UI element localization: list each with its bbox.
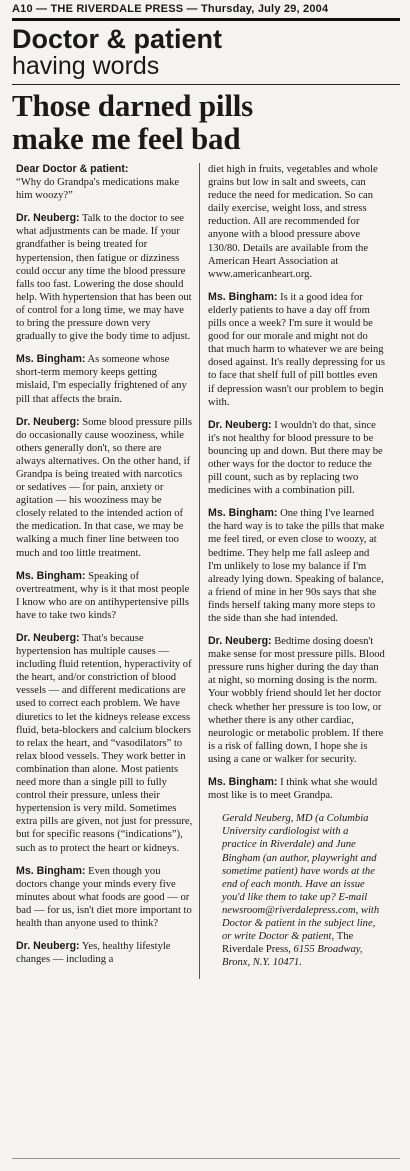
dialogue-paragraph (16, 570, 193, 622)
dialogue-paragraph (16, 416, 193, 560)
dialogue-paragraph (208, 635, 385, 766)
article-headline (12, 89, 400, 155)
paragraph-text: diet high in fruits, vegetables and whole grains but low in salt and sweets, can reduce the need for medication. So can daily exercise, weight loss, and stress reduction. All are recommended for anyone with a blood pressure above 130/80. Details are available from the American Heart Association at www.americanheart.org. (208, 164, 378, 280)
speaker-name: Dr. Neuberg: (16, 415, 80, 428)
dialogue-paragraph (16, 163, 193, 202)
paragraph-text: Even though you doctors change your minds every five minutes about what foods are good — or bad — for us, isn't diet more important to health than anyone used to think? (16, 865, 192, 929)
speaker-name: Dr. Neuberg: (16, 940, 80, 953)
speaker-name: Ms. Bingham: (16, 569, 86, 582)
paragraph-text: Some blood pressure pills do occasionally cause wooziness, while others generally don't, so there are always alternatives. On the other hand, if Grandpa is being treated with narcotics or sedatives — for pain, anxiety or agitation — his wooziness may be closely related to the intended action of the medication. In that case, we may be walking a much finer line between too much and too little treatment. (16, 416, 192, 559)
folio-separator: — (186, 3, 202, 15)
bottom-rule (12, 1158, 400, 1159)
paragraph-text: “Why do Grandpa's medications make him woozy?” (16, 177, 180, 202)
paragraph-text: That's because hypertension has multiple causes — including fluid retention, hyperactivity of the heart, and/or constriction of blood vessels — and different medications are used to correct each problem. We have diuretics to let the kidneys release excess fluid, beta-blockers and calcium blockers to relax the heart, and “vasodilators” to relax blood vessels. They work better in combination than alone. Most patients need more than a single pill to fully control their pressure, unless their hypertension is very mild. Sometimes extra pills are given, not just for pressure, but for specific reasons (“indications”), such as to protect the heart or kidneys. (16, 633, 193, 854)
paragraph-text: Talk to the doctor to see what adjustments can be made. If your grandfather is being treated for hypertension, then fatigue or dizziness could occur any time the blood pressure falls too fast. Lowering the dose should help. With hypertension that has been out of control for a long time, we may have to bring the pressure down very gradually to give the body time to adjust. (16, 213, 192, 343)
author-signature (208, 812, 385, 969)
article-body (12, 163, 400, 979)
folio-publication: THE RIVERDALE PRESS (50, 3, 184, 15)
dialogue-paragraph (208, 291, 385, 409)
column-subtitle: having words (12, 52, 160, 80)
paragraph-text: One thing I've learned the hard way is to take the pills that make me feel tired, or even close to woozy, at bedtime. They help me fall asleep and I'm unlikely to lose my balance if I'm already lying down. Speaking of balance, a friend of mine in her 90s says that she finds herself taking many more steps to the side than she had intended. (208, 508, 385, 624)
folio-date: Thursday, July 29, 2004 (201, 3, 329, 15)
paragraph-text: Is it a good idea for elderly patients to have a day off from pills once a week? I'm sure it would be good for our morale and might not do that much harm to whatever we are being dosed against. It's really depressing for us to face that shelf full of pill bottles even if depression wasn't our problem to begin with. (208, 291, 385, 408)
speaker-name: Ms. Bingham: (16, 864, 86, 877)
left-column (12, 163, 193, 979)
headline-line-2: make me feel bad (12, 121, 241, 156)
speaker-name: Dr. Neuberg: (208, 635, 272, 648)
header-rule (12, 84, 400, 85)
dialogue-paragraph (16, 865, 193, 930)
dialogue-paragraph (208, 163, 385, 281)
speaker-name: Dear Doctor & patient: (16, 163, 129, 175)
headline-line-1: Those darned pills (12, 88, 254, 123)
signature-bio: Gerald Neuberg, MD (a Columbia University cardiologist with a practice in Riverdale) and June Bingham (an author, playwright and sometime patient) have words at the end of each month. Have an issue you'd like them to take up? E-mail newsroom@riverdalepress.com, with Doctor & patient in the subject line, or write Doctor & patient, (222, 813, 380, 943)
dialogue-paragraph (16, 212, 193, 343)
right-column (204, 163, 385, 979)
column-divider (199, 163, 200, 979)
speaker-name: Dr. Neuberg: (16, 212, 80, 225)
folio-separator: — (36, 3, 51, 15)
speaker-name: Ms. Bingham: (208, 776, 278, 789)
paragraph-text: Bedtime dosing doesn't make sense for most pressure pills. Blood pressure runs higher during the day than at night, so morning dosing is the norm. Your wobbly friend should let her doctor check whether her pressure is too low, or whether there is any other cardiac, neurologic or metabolic problem. If there is a risk of falling down, I hope she is using a cane or walker for security. (208, 636, 385, 765)
column-title: Doctor & patient (12, 24, 223, 54)
paragraph-text: I think what she would most like is to meet Grandpa. (208, 777, 378, 802)
paragraph-text: Speaking of overtreatment, why is it that most people I know who are on antihypertensive pills have to take two kinds? (16, 570, 190, 621)
dialogue-paragraph (16, 353, 193, 405)
paragraph-text: As someone whose short-term memory keeps getting mislaid, I'm especially frightened of any pill that affects the brain. (16, 354, 187, 405)
speaker-name: Ms. Bingham: (16, 353, 86, 366)
paragraph-text: Yes, healthy lifestyle changes — including a (16, 941, 171, 966)
dialogue-paragraph (208, 776, 385, 802)
dialogue-paragraph (208, 419, 385, 498)
paragraph-text: I wouldn't do that, since it's not healthy for blood pressure to be bouncing up and down. But there may be other ways for the doctor to reduce the pill count, such as by replacing two medicines with a combination pill. (208, 419, 383, 497)
speaker-name: Dr. Neuberg: (16, 632, 80, 644)
folio-line (12, 3, 400, 15)
speaker-name: Dr. Neuberg: (208, 418, 272, 431)
speaker-name: Ms. Bingham: (208, 507, 278, 520)
folio-page-number: A10 (12, 3, 33, 15)
signature-address: 6155 Broadway, Bronx, N.Y. 10471. (222, 944, 363, 969)
dialogue-paragraph (208, 507, 385, 625)
top-rule (12, 18, 400, 21)
signature-publication: The Riverdale Press, (222, 931, 354, 956)
dialogue-paragraph (16, 632, 193, 855)
dialogue-paragraph (16, 940, 193, 966)
speaker-name: Ms. Bingham: (208, 290, 278, 303)
